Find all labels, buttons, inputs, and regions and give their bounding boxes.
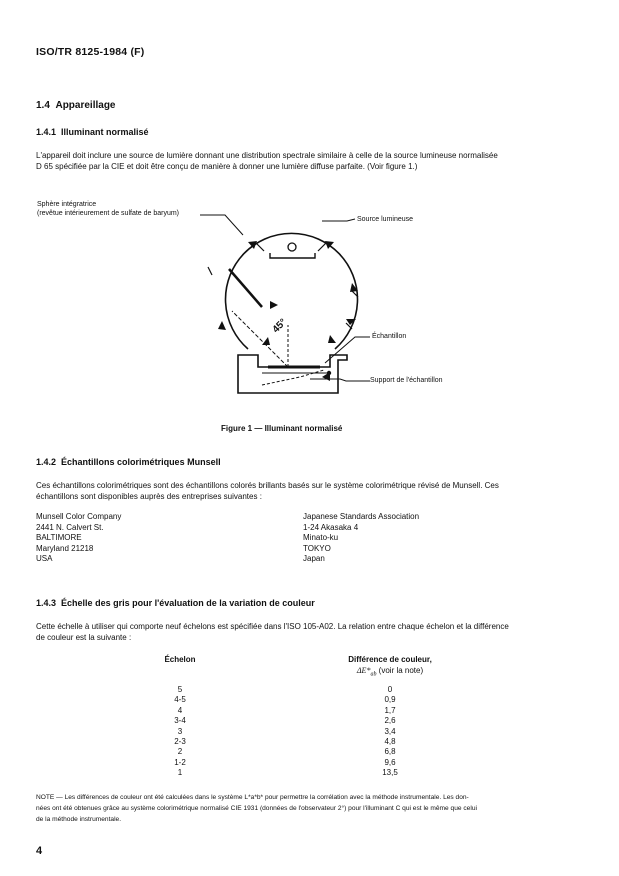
illuminant-diagram	[0, 195, 619, 405]
section-1-4-2-heading	[36, 457, 221, 467]
angle-label: 45°	[270, 316, 290, 336]
table-row	[130, 747, 470, 757]
pivot-point	[327, 371, 331, 375]
table-row	[130, 695, 470, 705]
viewing-port	[229, 269, 262, 307]
cell-difference: 4,8	[384, 736, 396, 746]
cell-echelon: 1	[177, 768, 183, 778]
table-row	[130, 768, 470, 778]
column-subheader: $\Delta E*_{ab}$ (voir la note)	[356, 666, 424, 678]
cell-echelon: 1-2	[174, 757, 186, 767]
page-number: 4	[36, 845, 43, 857]
cell-difference: 1,7	[384, 705, 396, 715]
section-number: 1.4.3	[36, 598, 57, 608]
address-jsa: Japanese Standards Association 1-24 Akasaka 4 Minato-ku TOKYO Japan	[303, 512, 420, 564]
support-leader	[310, 379, 370, 381]
figure-1	[0, 195, 619, 405]
section-1-4-1-heading	[36, 127, 149, 137]
section-1-4-3-paragraph	[36, 621, 596, 643]
cell-difference: 2,6	[384, 716, 396, 726]
cell-echelon: 2-3	[174, 736, 186, 746]
support-detail	[262, 370, 324, 385]
paragraph-line: échantillons sont disponibles auprès des entreprises suivantes :	[36, 492, 262, 501]
paragraph-line: Cette échelle à utiliser qui comporte neuf échelons est spécifiée dans l'ISO 105-A02. La relation entre chaque échelon et la différence	[36, 622, 509, 631]
cell-echelon: 2	[177, 747, 183, 757]
grey-scale-table	[130, 655, 470, 779]
sphere-label: Sphère intégratrice (revêtue intérieurement de sulfate de baryum)	[37, 201, 180, 217]
section-1-4-2-paragraph	[36, 480, 596, 502]
support-label: Support de l'échantillon	[370, 377, 443, 384]
section-title: Illuminant normalisé	[61, 127, 149, 137]
figure-caption: Figure 1 — Illuminant normalisé	[221, 424, 343, 433]
cell-echelon: 5	[177, 685, 183, 694]
document-header: ISO/TR 8125-1984 (F)	[36, 46, 145, 58]
section-1-4-3-heading	[36, 598, 315, 608]
paragraph-line: D 65 spécifiée par la CIE et doit être conçu de manière à donner une lumière diffuse parfaite. (Voir figure 1.)	[36, 162, 418, 171]
table-row	[130, 716, 470, 726]
section-number: 1.4.2	[36, 457, 57, 467]
source-label: Source lumineuse	[357, 216, 414, 223]
cell-echelon: 3-4	[174, 716, 186, 726]
paragraph-line: Ces échantillons colorimétriques sont des échantillons colorés brillants basés sur le système colorimétrique révisé de Munsell. Ces	[36, 481, 499, 490]
cell-difference: 9,6	[384, 757, 396, 767]
address-munsell: Munsell Color Company 2441 N. Calvert St. BALTIMORE Maryland 21218 USA	[36, 512, 122, 564]
cell-difference: 0,9	[384, 695, 396, 705]
note-line: nées ont été obtenues grâce au système colorimétrique normalisé CIE 1931 (données de l'observateur 2°) pour l'illuminant C qui est le même que celui	[36, 805, 477, 812]
sample-label: Échantillon	[372, 333, 407, 340]
table-body	[130, 685, 470, 779]
column-header-echelon: Échelon	[164, 655, 196, 664]
cell-difference: 3,4	[384, 726, 396, 736]
source-leader	[322, 219, 355, 221]
lamp-bulb	[288, 243, 296, 251]
lamp-housing	[270, 253, 315, 258]
sphere-leader	[200, 215, 243, 235]
cell-difference: 6,8	[384, 747, 396, 757]
table-row	[130, 727, 470, 737]
section-title: Échelle des gris pour l'évaluation de la variation de couleur	[61, 598, 315, 608]
cell-difference: 0	[387, 685, 393, 694]
section-1-4-heading	[36, 100, 116, 111]
cell-echelon: 4-5	[174, 695, 186, 705]
cell-echelon: 3	[177, 726, 183, 736]
column-header-difference: Différence de couleur,	[348, 655, 432, 664]
paragraph-line: de couleur est la suivante :	[36, 633, 132, 642]
section-title: Appareillage	[55, 100, 116, 111]
table-row	[130, 758, 470, 768]
table-row	[130, 685, 470, 695]
section-number: 1.4	[36, 100, 50, 111]
section-number: 1.4.1	[36, 127, 57, 137]
table-row	[130, 706, 470, 716]
table-note	[36, 792, 596, 825]
note-line: de la méthode instrumentale.	[36, 816, 122, 823]
paragraph-line: L'appareil doit inclure une source de lumière donnant une distribution spectrale similaire à celle de la source lumineuse normalisée	[36, 151, 498, 160]
section-title: Échantillons colorimétriques Munsell	[61, 457, 221, 467]
note-line: NOTE — Les différences de couleur ont été calculées dans le système L*a*b* pour permettre la corrélation avec la méthode instrumentale. Les don-	[36, 794, 469, 801]
cell-echelon: 4	[177, 705, 183, 715]
table-row	[130, 737, 470, 747]
cell-difference: 13,5	[382, 768, 398, 778]
section-1-4-1-paragraph	[36, 150, 596, 172]
